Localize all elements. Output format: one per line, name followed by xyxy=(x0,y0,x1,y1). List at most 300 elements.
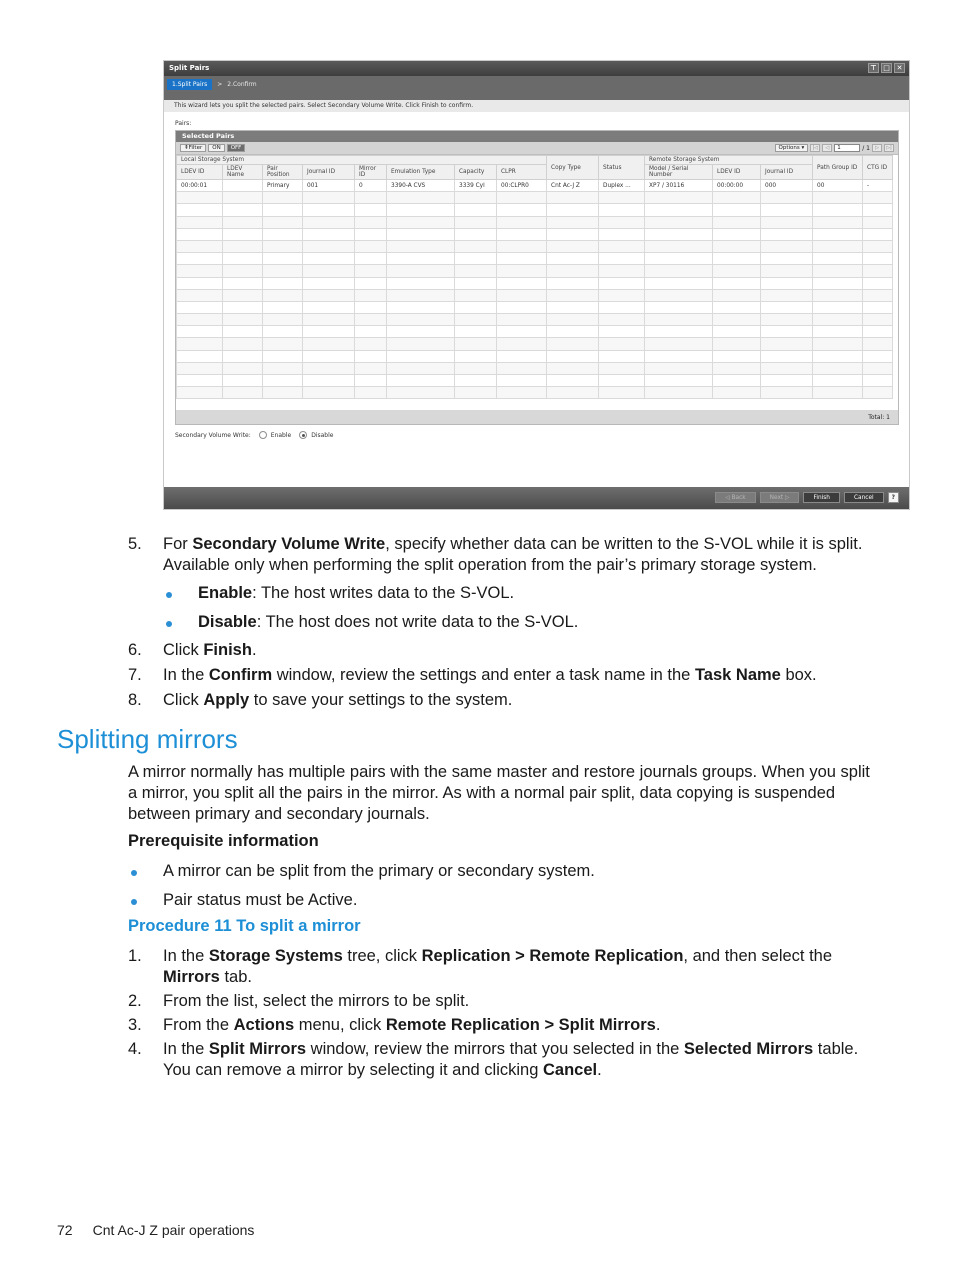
table-cell xyxy=(645,314,713,326)
table-cell xyxy=(547,301,599,313)
table-cell xyxy=(645,253,713,265)
bullet-icon xyxy=(166,592,172,598)
table-cell xyxy=(761,289,813,301)
table-cell xyxy=(355,192,387,204)
pairs-label: Pairs: xyxy=(175,120,192,127)
help-button[interactable]: ? xyxy=(888,492,899,503)
table-cell xyxy=(645,240,713,252)
table-cell xyxy=(303,240,355,252)
table-cell xyxy=(713,192,761,204)
table-cell xyxy=(761,240,813,252)
col-status[interactable]: Status xyxy=(599,156,645,180)
table-cell xyxy=(863,253,893,265)
finish-button[interactable]: Finish xyxy=(803,492,840,503)
radio-on-icon[interactable] xyxy=(299,431,307,439)
table-cell xyxy=(599,338,645,350)
table-cell xyxy=(263,338,303,350)
table-cell xyxy=(303,192,355,204)
table-cell xyxy=(761,387,813,399)
table-cell xyxy=(813,216,863,228)
window-title: Split Pairs xyxy=(169,64,210,72)
table-row[interactable] xyxy=(177,228,893,240)
table-cell xyxy=(713,216,761,228)
table-cell xyxy=(599,240,645,252)
filter-off-button[interactable]: OFF xyxy=(227,144,246,152)
col-pair-position[interactable]: Pair Position xyxy=(263,165,303,180)
table-cell xyxy=(713,301,761,313)
table-row[interactable] xyxy=(177,240,893,252)
table-cell xyxy=(263,387,303,399)
prereq-heading: Prerequisite information xyxy=(128,832,319,850)
table-cell xyxy=(455,277,497,289)
table-cell xyxy=(303,289,355,301)
pin-icon[interactable]: ⊤ xyxy=(868,63,879,73)
table-cell xyxy=(355,301,387,313)
table-cell xyxy=(599,350,645,362)
table-cell xyxy=(355,204,387,216)
table-cell xyxy=(813,289,863,301)
page-number-input[interactable]: 1 xyxy=(834,144,860,152)
step-text: From the Actions menu, click Remote Replication > Split Mirrors. xyxy=(163,1016,661,1034)
table-cell xyxy=(813,350,863,362)
table-cell xyxy=(177,228,223,240)
table-cell xyxy=(455,375,497,387)
total-count: Total: 1 xyxy=(176,410,898,424)
table-cell xyxy=(645,216,713,228)
table-cell xyxy=(761,338,813,350)
table-cell xyxy=(497,204,547,216)
bullet-icon xyxy=(166,621,172,627)
table-cell xyxy=(761,301,813,313)
table-cell xyxy=(599,216,645,228)
table-cell xyxy=(223,289,263,301)
table-cell xyxy=(455,216,497,228)
table-cell xyxy=(863,289,893,301)
selected-pairs-panel xyxy=(175,130,899,425)
table-cell xyxy=(863,228,893,240)
table-cell xyxy=(599,204,645,216)
table-cell xyxy=(223,362,263,374)
table-cell xyxy=(497,228,547,240)
table-cell xyxy=(223,387,263,399)
col-remote-journal-id[interactable]: Journal ID xyxy=(761,165,813,180)
procedure-title: Procedure 11 To split a mirror xyxy=(128,917,361,935)
table-cell xyxy=(761,265,813,277)
back-button[interactable]: ◁ Back xyxy=(715,492,755,503)
table-cell xyxy=(387,228,455,240)
table-cell xyxy=(863,387,893,399)
table-row[interactable] xyxy=(177,301,893,313)
restore-icon[interactable]: □ xyxy=(881,63,892,73)
table-cell xyxy=(355,375,387,387)
table-cell xyxy=(223,338,263,350)
table-cell xyxy=(455,253,497,265)
table-cell xyxy=(355,314,387,326)
table-cell xyxy=(599,253,645,265)
table-cell xyxy=(547,375,599,387)
table-cell xyxy=(455,265,497,277)
table-cell xyxy=(223,350,263,362)
table-cell xyxy=(303,387,355,399)
disable-radio[interactable] xyxy=(299,431,333,439)
table-cell xyxy=(547,204,599,216)
col-emulation-type[interactable]: Emulation Type xyxy=(387,165,455,180)
bullet-icon xyxy=(131,899,137,905)
bullet-text xyxy=(198,612,578,633)
table-cell xyxy=(547,228,599,240)
table-cell xyxy=(263,277,303,289)
table-cell xyxy=(223,314,263,326)
table-row[interactable] xyxy=(177,253,893,265)
table-cell xyxy=(263,350,303,362)
filter-button[interactable]: ⇞Filter xyxy=(180,144,206,152)
col-ctg-id[interactable]: CTG ID xyxy=(863,156,893,180)
table-cell xyxy=(547,192,599,204)
table-row[interactable] xyxy=(177,326,893,338)
table-cell xyxy=(355,240,387,252)
table-cell xyxy=(599,277,645,289)
table-cell xyxy=(813,314,863,326)
table-cell xyxy=(455,289,497,301)
table-cell xyxy=(355,265,387,277)
table-cell xyxy=(863,314,893,326)
table-cell xyxy=(263,362,303,374)
table-cell xyxy=(813,387,863,399)
table-cell xyxy=(497,192,547,204)
table-cell xyxy=(813,301,863,313)
col-model-serial[interactable]: Model / Serial Number xyxy=(645,165,713,180)
table-cell xyxy=(813,240,863,252)
table-cell xyxy=(497,350,547,362)
table-cell xyxy=(355,326,387,338)
table-cell xyxy=(455,387,497,399)
table-cell: 00 xyxy=(813,180,863,192)
table-cell xyxy=(303,375,355,387)
svw-label: Secondary Volume Write: xyxy=(175,431,251,439)
table-row[interactable] xyxy=(177,387,893,399)
table-cell xyxy=(547,265,599,277)
table-cell xyxy=(813,204,863,216)
table-cell xyxy=(303,350,355,362)
table-cell xyxy=(813,253,863,265)
table-cell xyxy=(177,204,223,216)
table-cell xyxy=(355,362,387,374)
table-cell xyxy=(303,204,355,216)
table-cell xyxy=(387,192,455,204)
table-cell xyxy=(813,265,863,277)
table-cell: XP7 / 30116 xyxy=(645,180,713,192)
table-cell xyxy=(599,265,645,277)
table-cell xyxy=(863,301,893,313)
table-cell xyxy=(355,253,387,265)
table-cell xyxy=(387,301,455,313)
table-cell xyxy=(599,289,645,301)
table-cell xyxy=(645,228,713,240)
step-number: 3. xyxy=(128,1016,142,1034)
options-dropdown[interactable]: Options ▾ xyxy=(775,144,809,152)
table-cell xyxy=(863,204,893,216)
step-text: Click Finish. xyxy=(163,641,257,659)
table-cell xyxy=(223,326,263,338)
table-cell xyxy=(355,387,387,399)
table-cell xyxy=(713,362,761,374)
table-cell xyxy=(223,204,263,216)
table-row[interactable] xyxy=(177,216,893,228)
table-cell xyxy=(813,326,863,338)
table-cell xyxy=(813,338,863,350)
col-ldev-name[interactable]: LDEV Name xyxy=(223,165,263,180)
table-cell xyxy=(547,240,599,252)
table-cell xyxy=(713,375,761,387)
close-icon[interactable]: ✕ xyxy=(894,63,905,73)
table-cell: 00:CLPR0 xyxy=(497,180,547,192)
table-cell xyxy=(599,228,645,240)
table-row[interactable] xyxy=(177,314,893,326)
table-cell xyxy=(547,326,599,338)
table-cell xyxy=(645,387,713,399)
table-cell xyxy=(177,338,223,350)
table-cell xyxy=(713,228,761,240)
table-cell xyxy=(599,314,645,326)
table-cell xyxy=(387,350,455,362)
table-cell: Duplex ... xyxy=(599,180,645,192)
table-cell xyxy=(761,314,813,326)
table-row[interactable] xyxy=(177,362,893,374)
table-cell xyxy=(497,338,547,350)
table-cell xyxy=(497,314,547,326)
prev-page-icon[interactable]: ◁ xyxy=(822,144,832,152)
table-cell xyxy=(713,326,761,338)
table-cell xyxy=(387,362,455,374)
col-clpr[interactable]: CLPR xyxy=(497,165,547,180)
table-row[interactable] xyxy=(177,289,893,301)
table-cell xyxy=(223,240,263,252)
col-copy-type[interactable]: Copy Type xyxy=(547,156,599,180)
table-cell xyxy=(547,387,599,399)
table-row[interactable] xyxy=(177,265,893,277)
table-cell xyxy=(547,216,599,228)
step-number: 6. xyxy=(128,641,142,659)
col-mirror-id[interactable]: Mirror ID xyxy=(355,165,387,180)
secondary-volume-write xyxy=(175,431,333,439)
table-cell xyxy=(387,216,455,228)
table-cell xyxy=(713,338,761,350)
table-cell xyxy=(455,314,497,326)
step-text: For Secondary Volume Write, specify whether data can be written to the S-VOL while it is split. Available only when performing the split operation from the pair’s primary storage system. xyxy=(163,535,863,574)
table-cell xyxy=(177,216,223,228)
table-cell xyxy=(177,240,223,252)
step-number: 7. xyxy=(128,666,142,684)
chapter-title: Cnt Ac-J Z pair operations xyxy=(92,1222,255,1238)
page-total: / 1 xyxy=(862,144,870,152)
table-row[interactable] xyxy=(177,350,893,362)
table-cell xyxy=(547,350,599,362)
table-cell xyxy=(177,375,223,387)
col-path-group-id[interactable]: Path Group ID xyxy=(813,156,863,180)
table-cell xyxy=(303,338,355,350)
table-cell xyxy=(387,314,455,326)
table-cell xyxy=(303,326,355,338)
cancel-button[interactable]: Cancel xyxy=(844,492,884,503)
table-cell: 3390-A CVS xyxy=(387,180,455,192)
step-text: From the list, select the mirrors to be split. xyxy=(163,992,470,1010)
table-cell xyxy=(387,375,455,387)
step-number: 4. xyxy=(128,1040,142,1058)
table-cell xyxy=(761,326,813,338)
table-toolbar xyxy=(176,142,898,155)
table-row[interactable] xyxy=(177,204,893,216)
next-button[interactable]: Next ▷ xyxy=(760,492,800,503)
step-number: 8. xyxy=(128,691,142,709)
table-cell xyxy=(177,192,223,204)
bullet-text xyxy=(198,583,514,604)
table-cell xyxy=(497,253,547,265)
table-cell xyxy=(645,350,713,362)
table-cell xyxy=(355,289,387,301)
table-cell xyxy=(263,253,303,265)
panel-title: Selected Pairs xyxy=(176,131,898,142)
table-cell xyxy=(497,326,547,338)
table-cell: 000 xyxy=(761,180,813,192)
table-cell xyxy=(645,265,713,277)
table-cell: - xyxy=(863,180,893,192)
table-cell xyxy=(599,375,645,387)
enable-radio[interactable] xyxy=(259,431,291,439)
table-cell xyxy=(761,277,813,289)
table-cell xyxy=(497,240,547,252)
table-cell xyxy=(497,265,547,277)
table-cell xyxy=(355,350,387,362)
table-cell xyxy=(863,240,893,252)
table-cell xyxy=(761,216,813,228)
table-cell xyxy=(599,362,645,374)
table-cell xyxy=(387,277,455,289)
table-cell xyxy=(177,314,223,326)
table-cell xyxy=(263,265,303,277)
table-cell xyxy=(303,277,355,289)
table-row[interactable] xyxy=(177,338,893,350)
table-cell xyxy=(713,204,761,216)
table-cell xyxy=(303,253,355,265)
table-cell xyxy=(497,301,547,313)
table-cell xyxy=(223,180,263,192)
table-cell xyxy=(497,387,547,399)
table-cell xyxy=(303,228,355,240)
radio-off-icon[interactable] xyxy=(259,431,267,439)
enable-radio-label: Enable xyxy=(270,431,292,439)
table-cell: 00:00:00 xyxy=(713,180,761,192)
group-header-remote: Remote Storage System xyxy=(645,156,813,165)
table-cell xyxy=(303,265,355,277)
next-page-icon[interactable]: ▷ xyxy=(872,144,882,152)
table-cell: 00:00:01 xyxy=(177,180,223,192)
table-cell xyxy=(645,338,713,350)
table-cell xyxy=(863,338,893,350)
table-cell xyxy=(547,362,599,374)
table-cell xyxy=(387,338,455,350)
table-row[interactable] xyxy=(177,192,893,204)
table-cell xyxy=(263,375,303,387)
table-cell xyxy=(263,240,303,252)
table-cell xyxy=(813,277,863,289)
table-cell xyxy=(177,277,223,289)
table-cell xyxy=(387,289,455,301)
table-cell xyxy=(387,204,455,216)
table-cell xyxy=(263,216,303,228)
table-cell xyxy=(761,204,813,216)
table-cell xyxy=(863,192,893,204)
table-cell xyxy=(863,265,893,277)
table-cell xyxy=(863,277,893,289)
table-cell xyxy=(455,338,497,350)
table-row[interactable] xyxy=(177,180,893,192)
table-cell xyxy=(303,216,355,228)
table-cell xyxy=(387,387,455,399)
table-cell: 3339 Cyl xyxy=(455,180,497,192)
table-cell xyxy=(177,265,223,277)
table-cell xyxy=(713,265,761,277)
table-cell xyxy=(263,314,303,326)
table-cell xyxy=(761,362,813,374)
step-number: 1. xyxy=(128,947,142,965)
table-cell xyxy=(547,277,599,289)
table-row[interactable] xyxy=(177,277,893,289)
table-row[interactable] xyxy=(177,375,893,387)
section-intro: A mirror normally has multiple pairs with the same master and restore journals groups. When you split a mirror, you split all the pairs in the mirror. As with a normal pair split, data copying is suspended between primary and secondary journals. xyxy=(128,763,870,823)
page-number: 72 xyxy=(57,1222,73,1238)
table-cell xyxy=(223,192,263,204)
table-cell xyxy=(645,289,713,301)
table-cell xyxy=(263,192,303,204)
table-cell xyxy=(355,228,387,240)
table-cell xyxy=(387,265,455,277)
step-text: In the Storage Systems tree, click Replication > Remote Replication, and then select the Mirrors tab. xyxy=(163,947,833,986)
table-cell xyxy=(713,314,761,326)
split-pairs-screenshot xyxy=(163,60,910,510)
page-footer xyxy=(57,1222,254,1238)
table-cell xyxy=(223,375,263,387)
table-cell xyxy=(303,301,355,313)
table-cell xyxy=(713,350,761,362)
col-remote-ldev-id[interactable]: LDEV ID xyxy=(713,165,761,180)
col-ldev-id[interactable]: LDEV ID xyxy=(177,165,223,180)
table-cell xyxy=(455,228,497,240)
last-page-icon[interactable]: ▷| xyxy=(884,144,894,152)
filter-on-button[interactable]: ON xyxy=(208,144,224,152)
table-cell xyxy=(761,253,813,265)
table-cell: Cnt Ac-J Z xyxy=(547,180,599,192)
bullet-desc: : The host writes data to the S-VOL. xyxy=(252,584,515,602)
col-capacity[interactable]: Capacity xyxy=(455,165,497,180)
table-cell xyxy=(645,326,713,338)
table-cell xyxy=(455,192,497,204)
table-cell xyxy=(645,375,713,387)
table-cell xyxy=(599,192,645,204)
table-cell xyxy=(645,362,713,374)
group-header-local: Local Storage System xyxy=(177,156,547,165)
table-cell xyxy=(813,228,863,240)
table-cell xyxy=(223,265,263,277)
bullet-icon xyxy=(131,870,137,876)
table-cell xyxy=(223,216,263,228)
first-page-icon[interactable]: |◁ xyxy=(810,144,820,152)
window-titlebar xyxy=(164,61,909,76)
selected-pairs-table xyxy=(176,155,893,399)
step-text: In the Split Mirrors window, review the mirrors that you selected in the Selected Mirrors table. You can remove a mirror by selecting it and clicking Cancel. xyxy=(163,1040,859,1079)
col-journal-id[interactable]: Journal ID xyxy=(303,165,355,180)
table-cell: Primary xyxy=(263,180,303,192)
table-cell xyxy=(303,314,355,326)
